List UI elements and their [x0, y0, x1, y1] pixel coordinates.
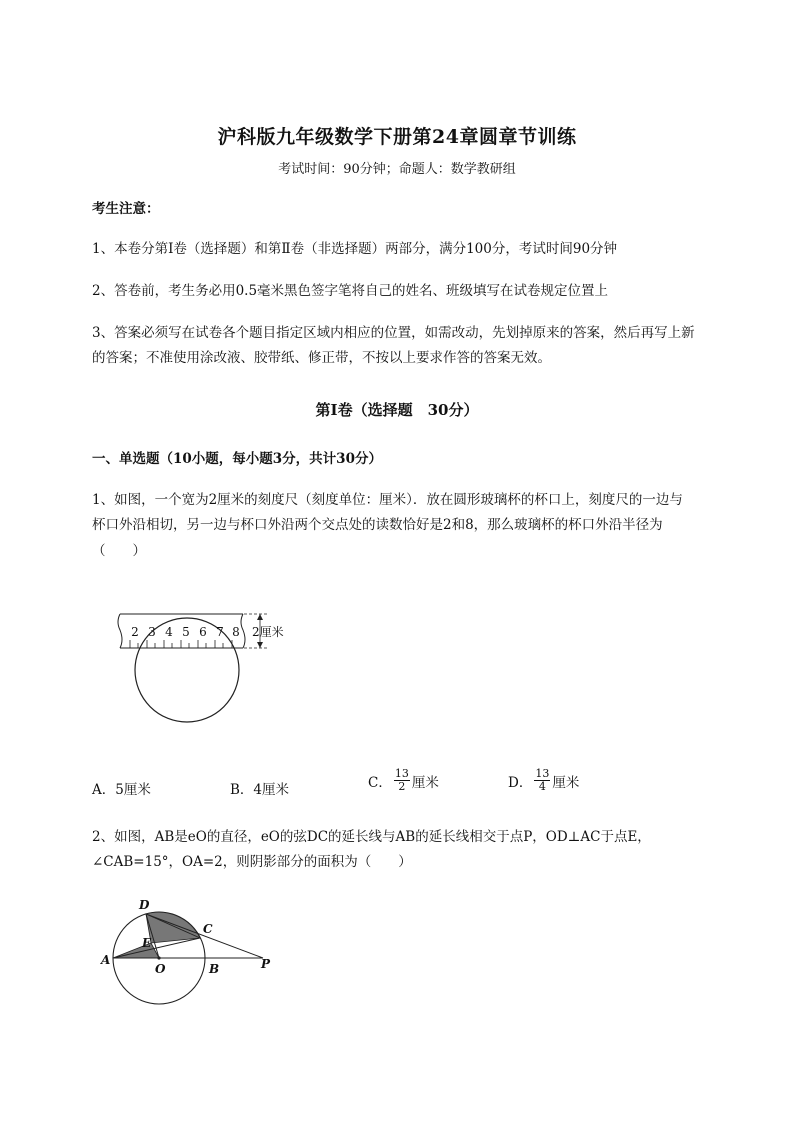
tick-label-2: 2 [131, 625, 139, 639]
q1-ruler-figure [110, 600, 310, 725]
label-b: B [209, 962, 220, 976]
frac-denominator: 2 [398, 780, 406, 793]
tick-label-5: 5 [182, 625, 190, 639]
q1-option-d-unit: 厘米 [552, 774, 580, 791]
q2-line-2: ∠CAB=15°，OA=2，则阴影部分的面积为（ ） [92, 854, 412, 870]
tick-label-4: 4 [165, 625, 173, 639]
section-title: 第I卷（选择题 30分） [315, 401, 479, 419]
notice-item-3: 3、答案必须写在试卷各个题目指定区域内相应的位置，如需改动，先划掉原来的答案，然后再写上新 [92, 325, 695, 341]
q1-option-d-prefix: D． [508, 774, 533, 791]
tick-label-8: 8 [232, 625, 240, 639]
notice-item-1: 1、本卷分第I卷（选择题）和第Ⅱ卷（非选择题）两部分，满分100分，考试时间90分钟 [92, 241, 618, 257]
frac-denominator: 4 [538, 780, 546, 793]
label-a: A [101, 953, 111, 967]
label-c: C [203, 922, 213, 936]
part-heading: 一、单选题（10小题，每小题3分，共计30分） [92, 451, 382, 467]
q1-option-a[interactable] [92, 778, 151, 798]
q1-line-2: 杯口外沿相切，另一边与杯口外沿两个交点处的读数恰好是2和8，那么玻璃杯的杯口外沿半径为 [92, 517, 663, 533]
q1-option-c-fraction [394, 768, 410, 793]
page-title: 沪科版九年级数学下册第24章圆章节训练 [217, 126, 577, 148]
label-d: D [139, 898, 150, 912]
page-subtitle: 考试时间：90分钟；命题人：数学教研组 [278, 162, 516, 177]
q1-option-c[interactable] [368, 768, 439, 793]
q1-option-d-fraction [534, 768, 550, 793]
q1-option-c-unit: 厘米 [411, 774, 439, 791]
width-label: 2厘米 [252, 625, 284, 639]
label-e: E [142, 936, 152, 950]
label-p: P [261, 957, 271, 971]
tick-label-3: 3 [148, 625, 156, 639]
tick-label-6: 6 [199, 625, 207, 639]
notice-item-3-cont: 的答案；不准使用涂改液、胶带纸、修正带，不按以上要求作答的答案无效。 [92, 350, 551, 366]
q1-option-d[interactable] [508, 768, 579, 793]
frac-numerator: 13 [394, 767, 409, 780]
q2-circle-figure [98, 892, 280, 1010]
frac-numerator: 13 [535, 767, 550, 780]
shaded-triangle [113, 943, 159, 958]
notice-item-2: 2、答卷前，考生务必用0.5毫米黑色签字笔将自己的姓名、班级填写在试卷规定位置上 [92, 283, 609, 299]
q1-option-b[interactable] [230, 778, 289, 798]
q1-line-1: 1、如图，一个宽为2厘米的刻度尺（刻度单位：厘米）．放在圆形玻璃杯的杯口上，刻度尺的一边与 [92, 492, 683, 508]
tick-label-7: 7 [216, 625, 224, 639]
q1-option-a-text: A．5厘米 [92, 782, 151, 798]
q1-option-c-prefix: C． [368, 774, 392, 791]
q1-line-3: （ ） [92, 543, 146, 559]
label-o: O [155, 962, 166, 976]
notice-heading: 考生注意： [92, 201, 160, 217]
q1-option-b-text: B．4厘米 [230, 782, 290, 798]
q2-line-1: 2、如图，AB是eO的直径，eO的弦DC的延长线与AB的延长线相交于点P，OD⊥AC于点E， [92, 829, 651, 845]
